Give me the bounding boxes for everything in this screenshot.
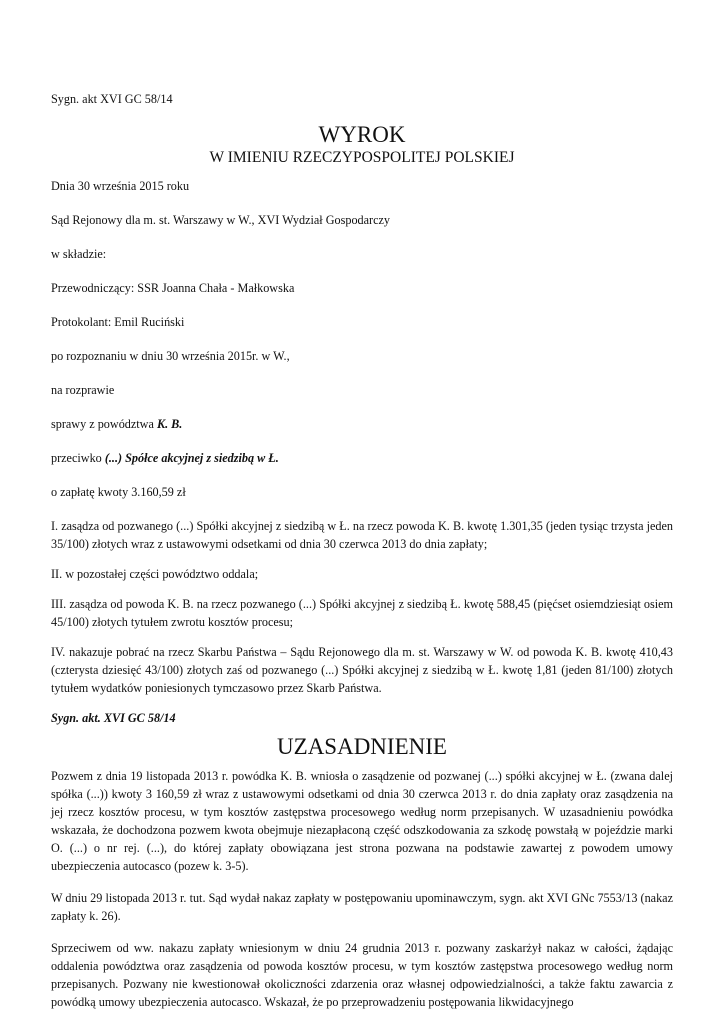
justification-paragraph-3: Sprzeciwem od ww. nakazu zapłaty wniesionym w dniu 24 grudnia 2013 r. pozwany zaskarżył nakaz w całości, żądając oddalenia powództwa oraz zasądzenia od powoda kosztów procesu, w tym kosztów zastępstwa procesowego według norm przepisanych. Pozwany nie kwestionował okoliczności zdarzenia oraz własnej odpowiedzialności, a także faktu zawarcia z powódką umowy ubezpieczenia autocasco. Wskazał, że po przeprowadzeniu postępowania likwidacyjnego [51,941,673,1009]
defendant-name: (...) Spółce akcyjnej z siedzibą w Ł. [104,451,279,465]
hearing-date-line: po rozpoznaniu w dniu 30 września 2015r. w W., [51,349,290,363]
verdict-item-4: IV. nakazuje pobrać na rzecz Skarbu Państwa – Sądu Rejonowego dla m. st. Warszawy w W. od powoda K. B. kwotę 410,43 (czterysta dziesięć 43/100) złotych zaś od pozwanego (...) Spółki akcyjnej z siedzibą w Ł. kwotę 1,81 (jeden 81/100) złotych tytułem wydatków poniesionych tymczasowo przez Skarb Państwa. [51,645,673,695]
defendant-line [51,449,673,467]
justification-title: UZASADNIENIE [277,734,447,759]
plaintiff-prefix: sprawy z powództwa [51,417,157,431]
clerk-line: Protokolant: Emil Ruciński [51,315,185,329]
chair-line: Przewodniczący: SSR Joanna Chała - Małkowska [51,281,295,295]
composition-line: w składzie: [51,247,107,261]
justification-paragraph-1: Pozwem z dnia 19 listopada 2013 r. powódka K. B. wniosła o zasądzenie od pozwanej (...) spółki akcyjnej w Ł. (zwana dalej spółka (...)) kwoty 3 160,59 zł wraz z ustawowymi odsetkami od dnia 30 czerwca 2013 r. do dnia zapłaty oraz zasądzenia na jej rzecz kosztów procesu, w tym kosztów zastępstwa procesowego według norm przepisanych. W uzasadnieniu powódka wskazała, że dochodzona pozwem kwota obejmuje niezapłaconą część odszkodowania za szkodę powstałą w pojeździe marki O. (...) o nr rej. (...), do której zapłaty obowiązana jest strona pozwana na podstawie zawartej z powodem umowy ubezpieczenia autocasco (pozew k. 3-5). [51,769,673,873]
claim-line: o zapłatę kwoty 3.160,59 zł [51,485,186,499]
plaintiff-name: K. B. [156,417,183,431]
judgment-subtitle: W IMIENIU RZECZYPOSPOLITEJ POLSKIEJ [209,149,515,166]
case-signature: Sygn. akt XVI GC 58/14 [51,92,173,106]
date-line: Dnia 30 września 2015 roku [51,179,190,193]
plaintiff-line [51,415,673,433]
verdict-item-1: I. zasądza od pozwanego (...) Spółki akcyjnej z siedzibą w Ł. na rzecz powoda K. B. kwotę 1.301,35 (jeden tysiąc trzysta jeden 35/100) złotych wraz z ustawowymi odsetkami od dnia 30 czerwca 2013 do dnia zapłaty; [51,519,673,551]
verdict-item-3: III. zasądza od powoda K. B. na rzecz pozwanego (...) Spółki akcyjnej z siedzibą Ł. kwotę 588,45 (pięćset osiemdziesiąt osiem 45/100) złotych tytułem zwrotu kosztów procesu; [51,597,673,629]
court-line: Sąd Rejonowy dla m. st. Warszawy w W., XVI Wydział Gospodarczy [51,213,391,227]
document-page [51,90,673,1025]
justification-paragraph-2: W dniu 29 listopada 2013 r. tut. Sąd wydał nakaz zapłaty w postępowaniu upominawczym, sygn. akt XVI GNc 7553/13 (nakaz zapłaty k. 26). [51,891,673,923]
verdict-item-2: II. w pozostałej części powództwo oddala; [51,567,259,581]
judgment-title: WYROK [318,122,406,147]
hearing-type-line: na rozprawie [51,383,115,397]
case-signature-2: Sygn. akt. XVI GC 58/14 [51,711,176,725]
defendant-prefix: przeciwko [51,451,105,465]
